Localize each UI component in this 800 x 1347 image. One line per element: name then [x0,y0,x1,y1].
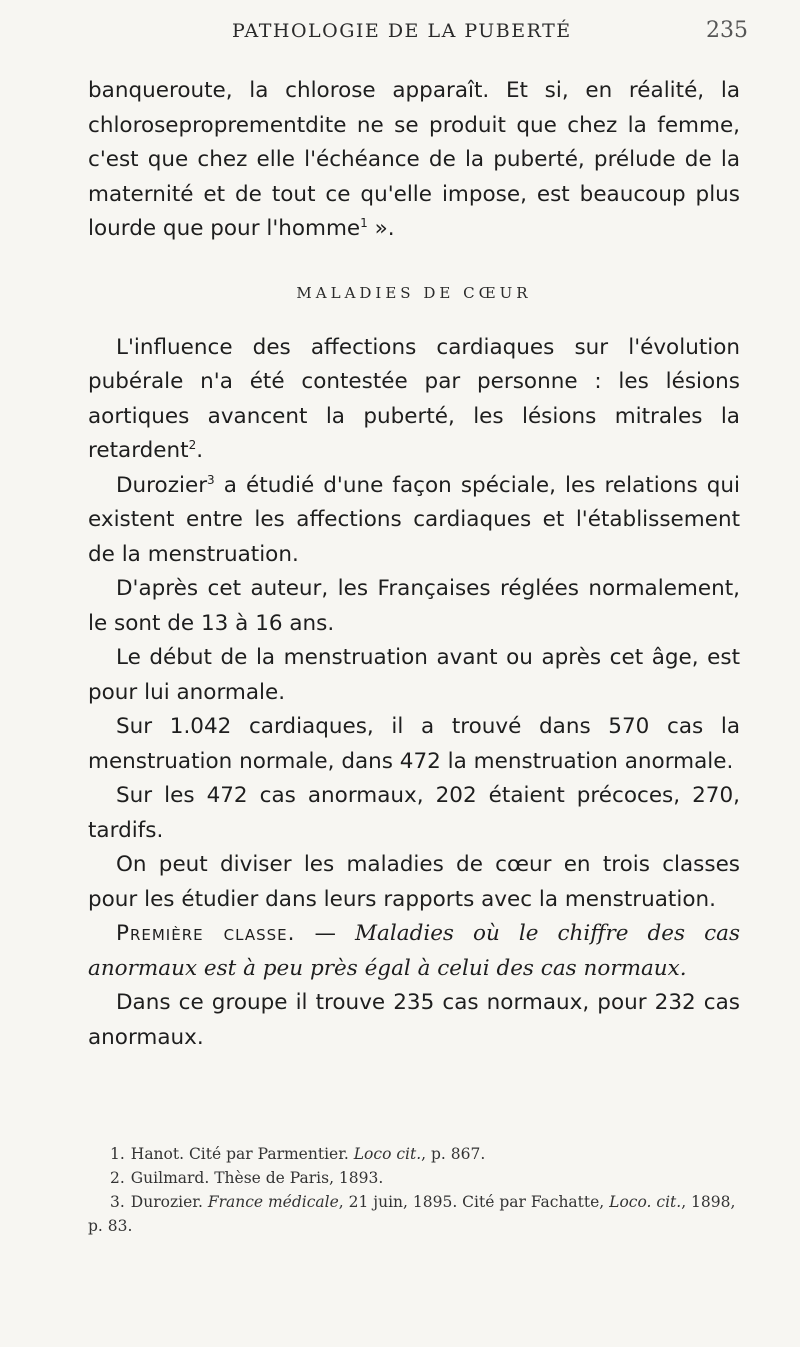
running-title: PATHOLOGIE DE LA PUBERTÉ [232,20,572,42]
paragraph-durozier [88,469,740,573]
paragraph-end: . [196,438,204,463]
footnote-3 [88,1190,748,1238]
running-header [0,14,800,50]
paragraph-text: a étudié d'une façon spéciale, les relations qui existent entre les affections cardiaques et l'établissement de la menstruation. [88,472,740,567]
em-dash: — [295,921,356,946]
footnote-ref-1: 1 [360,215,368,230]
section-heading: MALADIES DE CŒUR [296,283,532,302]
paragraph-cardiaques: Sur 1.042 cardiaques, il a trouvé dans 570 cas la menstruation normale, dans 472 la menstruation anormale. [88,714,740,774]
footnote-text: Durozier. [130,1193,208,1211]
paragraph-text: banqueroute, la chlorose apparaît. Et si, en réalité, la chloroseproprementdite ne se produit que chez la femme, c'est que chez elle l'échéance de la puberté, prélude de la maternité et de tout ce qu'elle impose, est beaucoup plus lourde que pour l'homme [88,78,740,241]
footnote-number: 2. [110,1169,125,1187]
footnote-1 [88,1142,748,1166]
paragraph-anormaux: Sur les 472 cas anormaux, 202 étaient précoces, 270, tardifs. [88,783,740,843]
paragraph-end: ». [367,216,395,241]
footnote-ref-3: 3 [207,472,215,487]
paragraph-francaises: D'après cet auteur, les Françaises réglées normalement, le sont de 13 à 16 ans. [88,576,740,636]
paragraph-classes: On peut diviser les maladies de cœur en trois classes pour les étudier dans leurs rapports avec la menstruation. [88,852,740,912]
footnote-italic: Loco cit. [353,1145,422,1163]
footnote-text-end: , p. 867. [421,1145,486,1163]
paragraph-premiere-classe [88,917,740,986]
footnote-text-mid: , 21 juin, 1895. Cité par Fachatte, [338,1193,610,1211]
paragraph-debut: Le début de la menstruation avant ou après cet âge, est pour lui anormale. [88,645,740,705]
footnote-text-end: , 1898, p. 83. [88,1193,736,1235]
author-name: Durozier [116,472,208,498]
footnote-number: 3. [110,1193,125,1211]
footnotes [88,1142,748,1238]
paragraph-chlorose [88,74,740,247]
classe-title: Maladies où le chiffre des cas anormaux est à peu près égal à celui des cas normaux. [88,921,740,981]
footnote-italic-2: Loco. cit. [609,1193,682,1211]
paragraph-groupe: Dans ce groupe il trouve 235 cas normaux, pour 232 cas anormaux. [88,990,740,1050]
body-text [88,74,740,1055]
classe-label: Première classe. [116,921,296,946]
page-number: 235 [706,18,748,43]
footnote-italic: France médicale [207,1193,339,1211]
paragraph-text: L'influence des affections cardiaques sur l'évolution pubérale n'a été contestée par personne : les lésions aortiques avancent la puberté, les lésions mitrales la retardent [88,334,740,463]
footnote-number: 1. [110,1145,125,1163]
footnote-2 [88,1166,748,1190]
footnote-text: Guilmard. Thèse de Paris, 1893. [130,1169,384,1187]
paragraph-influence [88,331,740,469]
footnote-text: Hanot. Cité par Parmentier. [130,1145,354,1163]
footnote-ref-2: 2 [188,437,197,452]
